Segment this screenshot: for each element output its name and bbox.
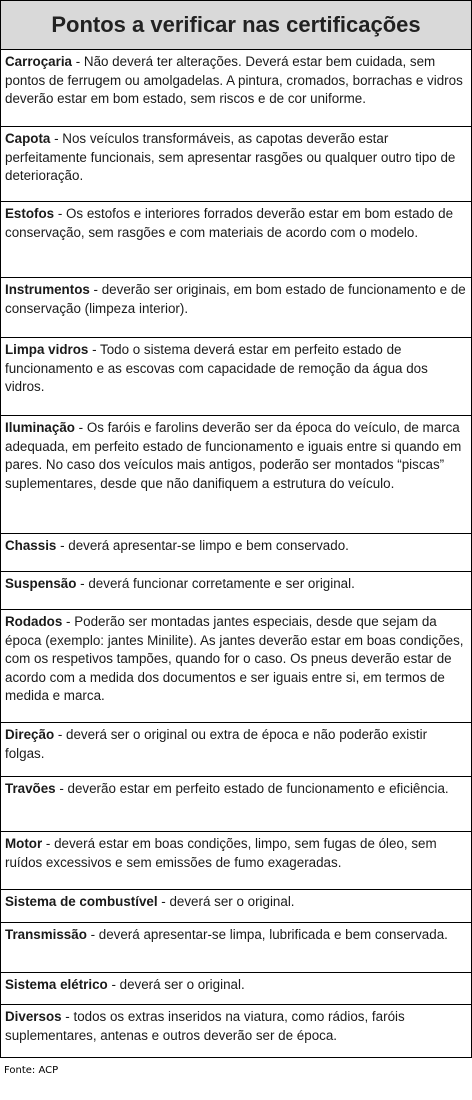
row-term: Instrumentos xyxy=(5,282,90,297)
row-text: - Poderão ser montadas jantes especiais, desde que sejam da época (exemplo: jantes Minilite). As jantes deverão estar em boas condições, com os respetivos tampões, quando for o caso. Os pneus deverão estar de acordo com a medida dos documentos e ser iguais entre si, em termos de medida e marca. xyxy=(5,614,464,703)
row-term: Direção xyxy=(5,727,55,742)
row-term: Sistema elétrico xyxy=(5,977,108,992)
table-row-travoes xyxy=(0,777,472,832)
row-text: - Os estofos e interiores forrados deverão estar em bom estado de conservação, sem rasgões e com materiais de acordo com o modelo. xyxy=(5,206,454,240)
table-row-limpa-vidros xyxy=(0,338,472,416)
table-row-transmissao xyxy=(0,923,472,973)
row-term: Motor xyxy=(5,836,43,851)
row-term: Estofos xyxy=(5,206,55,221)
row-term: Chassis xyxy=(5,538,57,553)
row-term: Rodados xyxy=(5,614,63,629)
row-term: Capota xyxy=(5,131,51,146)
row-term: Travões xyxy=(5,781,56,796)
row-text: - deverão estar em perfeito estado de funcionamento e eficiência. xyxy=(55,781,449,796)
row-term: Diversos xyxy=(5,1009,62,1024)
table-row-rodados xyxy=(0,610,472,723)
row-term: Sistema de combustível xyxy=(5,894,158,909)
table-row-instrumentos xyxy=(0,278,472,338)
row-text: - Os faróis e farolins deverão ser da época do veículo, de marca adequada, em perfeito estado de funcionamento e iguais entre si quando em pares. No caso dos veículos mais antigos, poderão ser montados “piscas” suplementares, desde que não danifiquem a estrutura do veículo. xyxy=(5,420,462,491)
source-footnote: Fonte: ACP xyxy=(4,1065,59,1076)
row-term: Carroçaria xyxy=(5,54,72,69)
table-row-estofos xyxy=(0,202,472,278)
row-text: - deverá ser o original. xyxy=(107,977,245,992)
row-text: - deverá apresentar-se limpa, lubrificada e bem conservada. xyxy=(86,927,448,942)
row-text: - Nos veículos transformáveis, as capotas deverão estar perfeitamente funcionais, sem apresentar rasgões ou qualquer outro tipo de deterioração. xyxy=(5,131,456,183)
row-text: - deverá ser o original ou extra de época e não poderão existir folgas. xyxy=(5,727,428,761)
table-row-chassis xyxy=(0,534,472,572)
table-row-direcao xyxy=(0,723,472,777)
row-term: Suspensão xyxy=(5,576,77,591)
table-row-sistema-combustivel xyxy=(0,890,472,923)
table-row-suspensao xyxy=(0,572,472,610)
row-text: - deverão ser originais, em bom estado de funcionamento e de conservação (limpeza interior). xyxy=(5,282,466,316)
row-text: - todos os extras inseridos na viatura, como rádios, faróis suplementares, antenas e outros deverão ser de época. xyxy=(5,1009,405,1043)
row-term: Limpa vidros xyxy=(5,342,89,357)
table-row-carrocaria xyxy=(0,50,472,127)
row-text: - deverá funcionar corretamente e ser original. xyxy=(76,576,355,591)
table-row-iluminacao xyxy=(0,416,472,534)
row-text: - deverá ser o original. xyxy=(157,894,295,909)
row-text: - deverá apresentar-se limpo e bem conservado. xyxy=(56,538,349,553)
table-row-capota xyxy=(0,127,472,202)
row-text: - deverá estar em boas condições, limpo, sem fugas de óleo, sem ruídos excessivos e sem emissões de fumo exageradas. xyxy=(5,836,437,870)
table-header xyxy=(0,0,472,50)
table-row-sistema-eletrico xyxy=(0,973,472,1005)
table-title: Pontos a verificar nas certificações xyxy=(51,12,421,37)
row-text: - Todo o sistema deverá estar em perfeito estado de funcionamento e as escovas com capacidade de remoção da água dos vidros. xyxy=(5,342,428,394)
row-term: Transmissão xyxy=(5,927,87,942)
row-text: - Não deverá ter alterações. Deverá estar bem cuidada, sem pontos de ferrugem ou amolgadelas. A pintura, cromados, borrachas e vidros deverão estar em bom estado, sem riscos e de cor uniforme. xyxy=(5,54,463,106)
table-row-motor xyxy=(0,832,472,890)
table-row-diversos xyxy=(0,1005,472,1058)
row-term: Iluminação xyxy=(5,420,75,435)
